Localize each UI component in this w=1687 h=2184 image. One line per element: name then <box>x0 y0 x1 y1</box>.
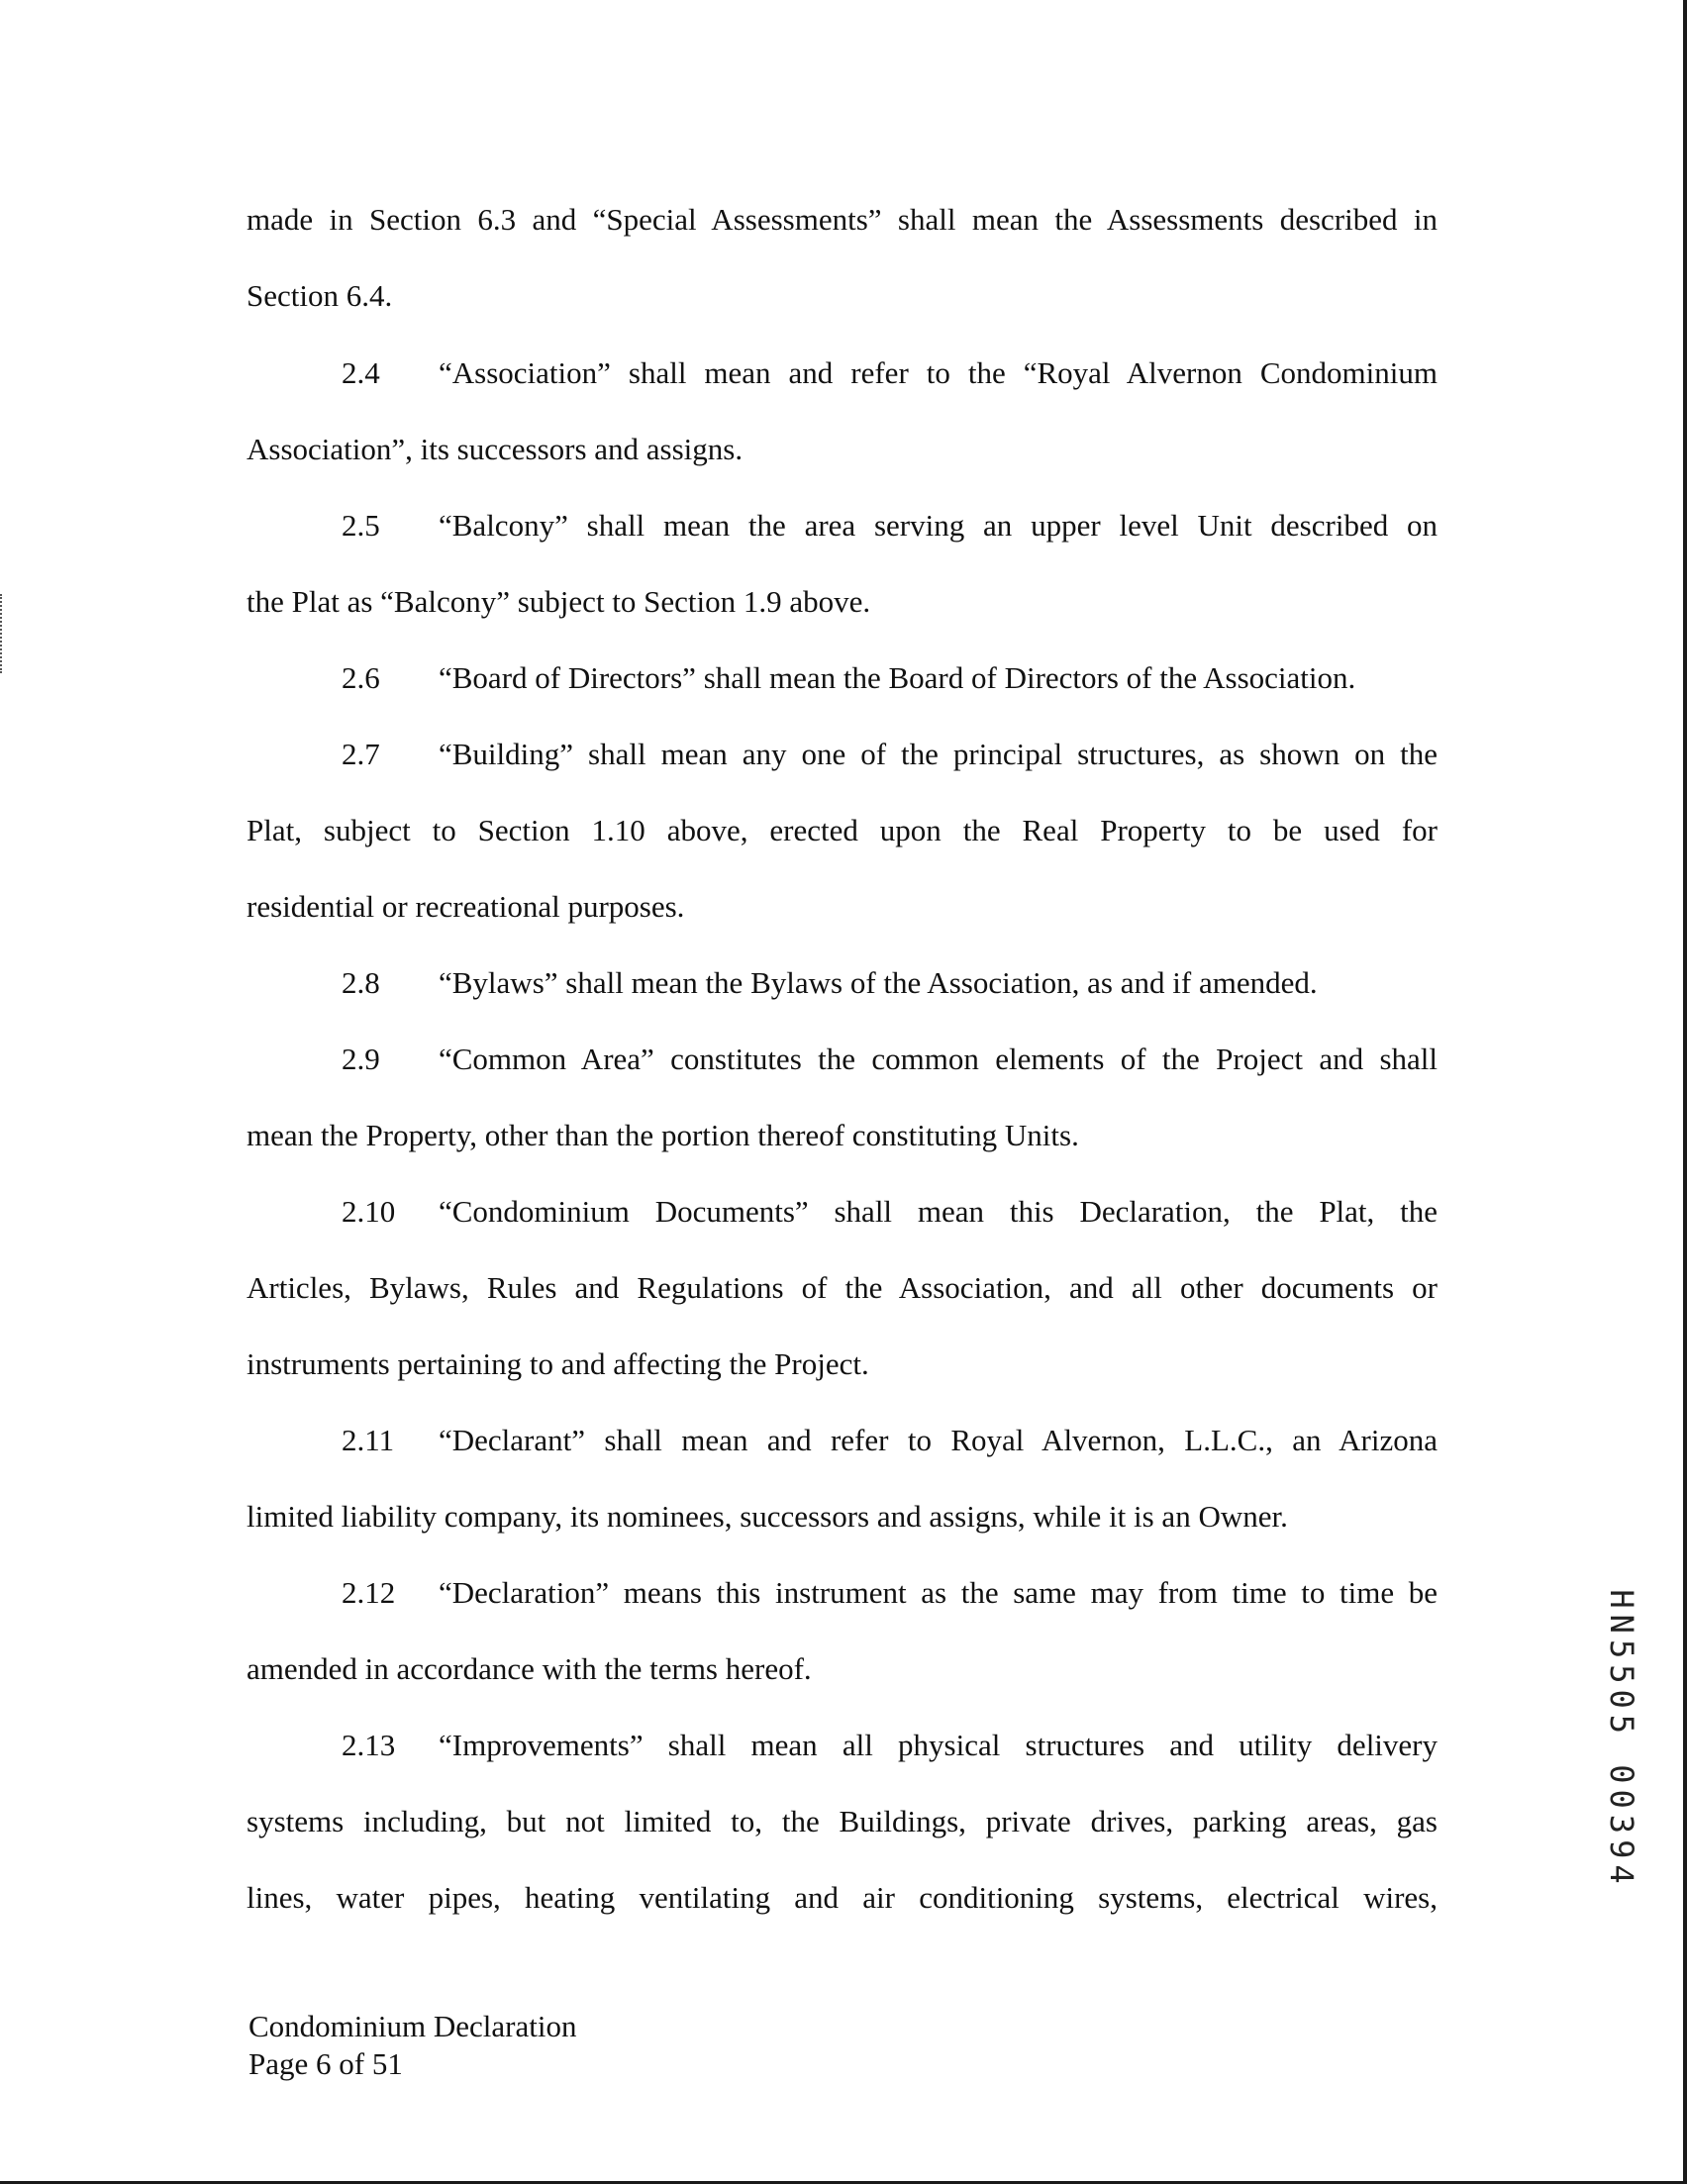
section-2-10 <box>342 1194 1438 1230</box>
section-text: “Balcony” shall mean the area serving an upper level Unit described on <box>439 508 1438 543</box>
body-line: mean the Property, other than the portion thereof constituting Units. <box>247 1118 1079 1152</box>
section-text: “Association” shall mean and refer to the “Royal Alvernon Condominium <box>439 355 1438 390</box>
section-text: “Common Area” constitutes the common elements of the Project and shall <box>439 1042 1438 1076</box>
section-number: 2.10 <box>342 1194 396 1229</box>
body-line: the Plat as “Balcony” subject to Section 1.9 above. <box>247 584 871 619</box>
section-2-7 <box>342 737 1438 772</box>
scan-mark-left <box>0 594 4 673</box>
section-number: 2.12 <box>342 1575 396 1610</box>
section-number: 2.8 <box>342 965 380 1000</box>
section-text: “Declarant” shall mean and refer to Royal Alvernon, L.L.C., an Arizona <box>439 1423 1438 1457</box>
section-2-12 <box>342 1575 1438 1611</box>
scan-border-right <box>1683 0 1687 2184</box>
section-text: “Building” shall mean any one of the principal structures, as shown on the <box>439 737 1438 771</box>
section-number: 2.6 <box>342 660 380 695</box>
body-line: instruments pertaining to and affecting the Project. <box>247 1346 869 1381</box>
section-text: “Condominium Documents” shall mean this Declaration, the Plat, the <box>439 1194 1438 1229</box>
section-text: “Declaration” means this instrument as the same may from time to time be <box>439 1575 1438 1610</box>
body-line: lines, water pipes, heating ventilating and air conditioning systems, electrical wires, <box>247 1880 1438 1915</box>
footer-title: Condominium Declaration <box>248 2009 577 2043</box>
section-2-6 <box>342 660 1438 696</box>
body-line: systems including, but not limited to, the Buildings, private drives, parking areas, gas <box>247 1804 1438 1838</box>
recording-stamp-text: HN5505 00394 <box>1603 1589 1640 1890</box>
body-line: Section 6.4. <box>247 278 393 313</box>
body-line: made in Section 6.3 and “Special Assessments” shall mean the Assessments described in <box>247 202 1438 237</box>
section-number: 2.7 <box>342 737 380 771</box>
section-2-13 <box>342 1728 1438 1763</box>
section-2-4 <box>342 355 1438 391</box>
footer-page-number: Page 6 of 51 <box>248 2046 403 2081</box>
body-line: residential or recreational purposes. <box>247 889 685 924</box>
section-text: “Bylaws” shall mean the Bylaws of the Association, as and if amended. <box>439 965 1318 1000</box>
section-2-8 <box>342 965 1438 1001</box>
body-line: Articles, Bylaws, Rules and Regulations of the Association, and all other documents or <box>247 1270 1438 1305</box>
body-line: limited liability company, its nominees, successors and assigns, while it is an Owner. <box>247 1499 1288 1534</box>
section-2-11 <box>342 1423 1438 1458</box>
section-text: “Board of Directors” shall mean the Board of Directors of the Association. <box>439 660 1356 695</box>
body-line: amended in accordance with the terms hereof. <box>247 1651 812 1686</box>
body-line: Association”, its successors and assigns. <box>247 432 744 466</box>
section-number: 2.5 <box>342 508 380 543</box>
section-number: 2.4 <box>342 355 380 390</box>
recording-stamp <box>1602 1589 1641 1890</box>
section-2-5 <box>342 508 1438 544</box>
section-number: 2.9 <box>342 1042 380 1076</box>
section-2-9 <box>342 1042 1438 1077</box>
page-footer <box>248 2008 576 2083</box>
body-line: Plat, subject to Section 1.10 above, erected upon the Real Property to be used for <box>247 813 1438 847</box>
section-text: “Improvements” shall mean all physical structures and utility delivery <box>439 1728 1438 1762</box>
section-number: 2.13 <box>342 1728 396 1762</box>
section-number: 2.11 <box>342 1423 395 1457</box>
